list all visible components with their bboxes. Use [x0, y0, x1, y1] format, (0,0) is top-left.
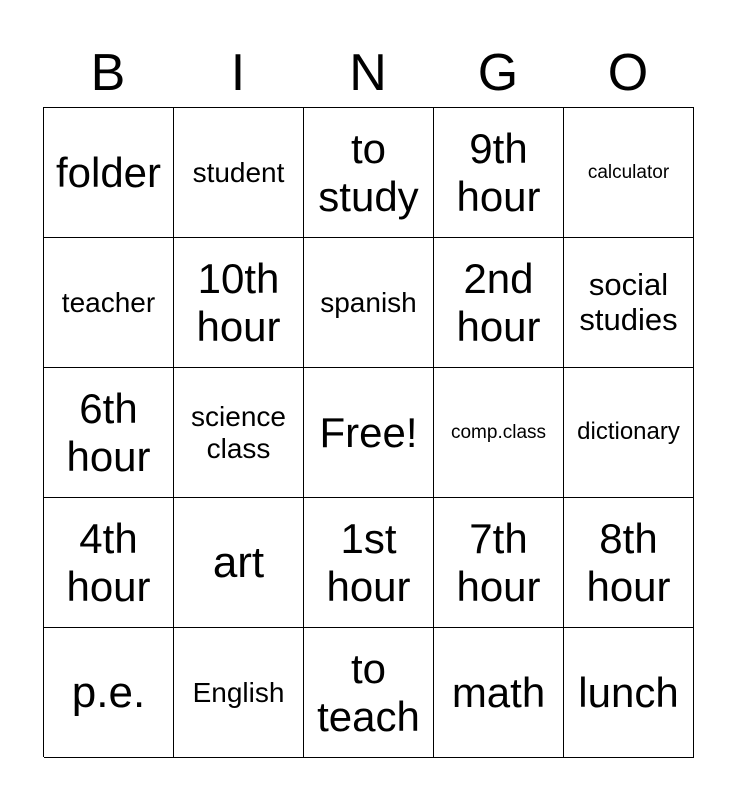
- cell-label: art: [212, 538, 265, 587]
- cell-label: math: [451, 668, 546, 716]
- bingo-cell-r3-c4[interactable]: [434, 368, 564, 498]
- header-letter-n: N: [349, 44, 387, 102]
- cell-label: spanish: [320, 286, 417, 318]
- cell-label: 6th hour: [66, 385, 151, 480]
- cell-label: English: [192, 676, 285, 708]
- bingo-cell-free[interactable]: [304, 368, 434, 498]
- bingo-cell-r4-c2[interactable]: [174, 498, 304, 628]
- bingo-cell-r5-c1[interactable]: [44, 628, 174, 758]
- cell-label: folder: [55, 148, 162, 196]
- cell-label: 4th hour: [66, 515, 151, 610]
- bingo-cell-r5-c4[interactable]: [434, 628, 564, 758]
- cell-label: 9th hour: [456, 125, 541, 220]
- cell-label: 8th hour: [586, 515, 671, 610]
- bingo-cell-r3-c1[interactable]: [44, 368, 174, 498]
- header-letter-g: G: [477, 44, 519, 102]
- bingo-cell-r3-c2[interactable]: [174, 368, 304, 498]
- bingo-cell-r5-c5[interactable]: [564, 628, 694, 758]
- cell-label: to study: [318, 125, 419, 220]
- bingo-cell-r5-c3[interactable]: [304, 628, 434, 758]
- cell-label: student: [192, 156, 285, 188]
- cell-label: dictionary: [577, 418, 680, 446]
- bingo-cell-r4-c3[interactable]: [304, 498, 434, 628]
- cell-label: 1st hour: [326, 515, 411, 610]
- bingo-cell-r2-c2[interactable]: [174, 238, 304, 368]
- bingo-header: [43, 40, 693, 106]
- bingo-cell-r2-c4[interactable]: [434, 238, 564, 368]
- free-space-label: Free!: [319, 408, 418, 456]
- cell-label: 7th hour: [456, 515, 541, 610]
- bingo-cell-r3-c5[interactable]: [564, 368, 694, 498]
- bingo-cell-r1-c4[interactable]: [434, 108, 564, 238]
- bingo-cell-r1-c3[interactable]: [304, 108, 434, 238]
- bingo-board: [43, 107, 694, 757]
- header-letter-i: I: [230, 44, 246, 102]
- cell-label: social studies: [579, 266, 678, 337]
- bingo-cell-r5-c2[interactable]: [174, 628, 304, 758]
- bingo-cell-r2-c3[interactable]: [304, 238, 434, 368]
- bingo-cell-r1-c5[interactable]: [564, 108, 694, 238]
- bingo-cell-r4-c5[interactable]: [564, 498, 694, 628]
- bingo-cell-r1-c2[interactable]: [174, 108, 304, 238]
- bingo-cell-r2-c1[interactable]: [44, 238, 174, 368]
- cell-label: 2nd hour: [456, 255, 541, 350]
- cell-label: to teach: [317, 645, 420, 740]
- cell-label: lunch: [578, 668, 679, 716]
- cell-label: 10th hour: [196, 255, 281, 350]
- bingo-cell-r4-c1[interactable]: [44, 498, 174, 628]
- cell-label: science class: [191, 401, 286, 464]
- cell-label: teacher: [61, 286, 156, 318]
- bingo-cell-r2-c5[interactable]: [564, 238, 694, 368]
- cell-label: calculator: [587, 161, 670, 183]
- cell-label: comp.class: [450, 421, 547, 443]
- bingo-cell-r4-c4[interactable]: [434, 498, 564, 628]
- cell-label: p.e.: [71, 668, 146, 717]
- header-letter-o: O: [607, 44, 649, 102]
- header-letter-b: B: [90, 44, 126, 102]
- bingo-cell-r1-c1[interactable]: [44, 108, 174, 238]
